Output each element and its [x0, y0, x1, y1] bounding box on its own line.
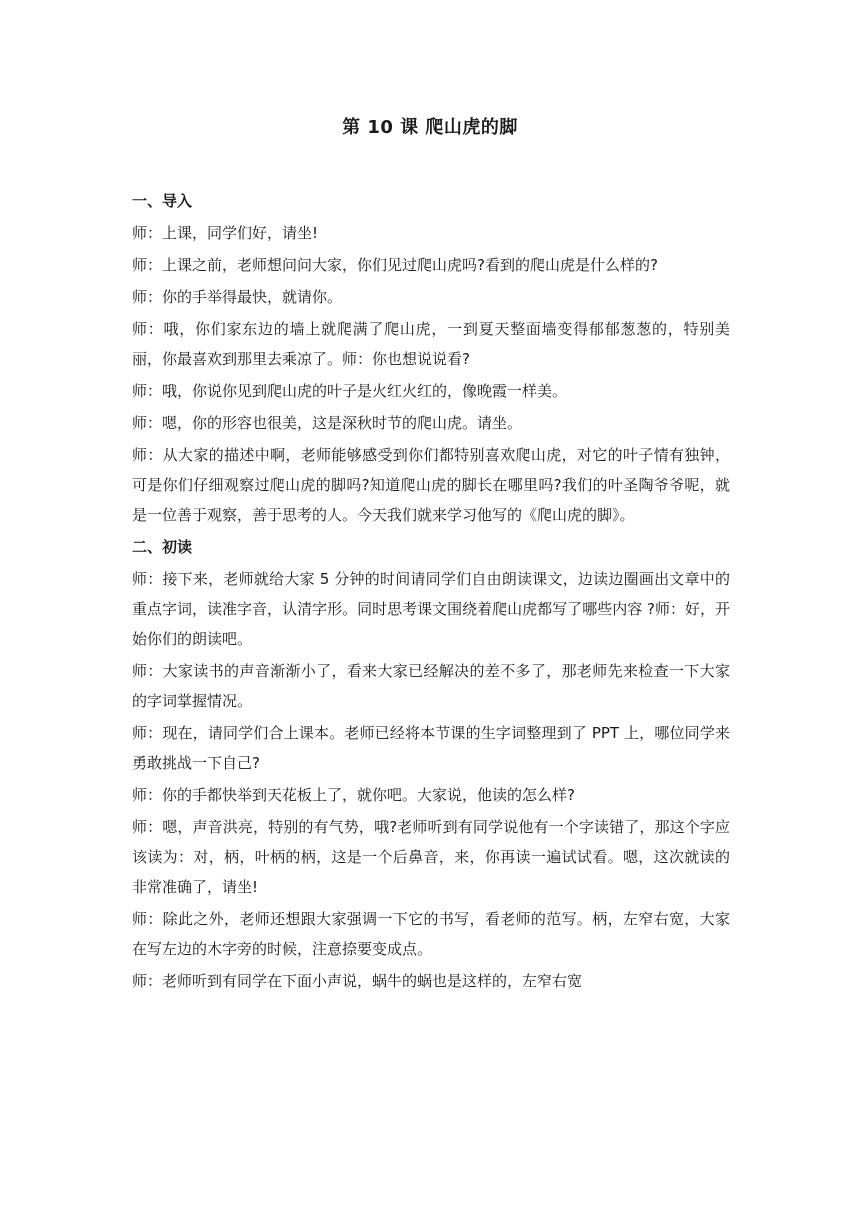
- page-title: 第 10 课 爬山虎的脚: [342, 117, 518, 138]
- paragraph: 师：老师听到有同学在下面小声说，蜗牛的蜗也是这样的，左窄右宽: [132, 972, 583, 990]
- paragraph: 师：嗯，声音洪亮，特别的有气势，哦?老师听到有同学说他有一个字读错了，那这个字应该读为：对，柄，叶柄的柄，这是一个后鼻音，来，你再读一遍试试看。嗯，这次就读的非常准确了，请坐!: [132, 818, 730, 896]
- section-heading: 一、导入: [132, 192, 193, 210]
- paragraph: 师：接下来，老师就给大家 5 分钟的时间请同学们自由朗读课文，边读边圈画出文章中的重点字词，读准字音，认清字形。同时思考课文围绕着爬山虎都写了哪些内容 ?师：好，开始你们的朗读吧。: [132, 570, 730, 648]
- section-heading: 二、初读: [132, 538, 193, 556]
- paragraph: 师：你的手都快举到天花板上了，就你吧。大家说，他读的怎么样?: [132, 786, 575, 804]
- paragraph: 师：上课，同学们好，请坐!: [132, 224, 319, 242]
- paragraph: 师：除此之外，老师还想跟大家强调一下它的书写，看老师的范写。柄，左窄右宽，大家在写左边的木字旁的时候，注意捺要变成点。: [132, 910, 730, 958]
- paragraph: 师：你的手举得最快，就请你。: [132, 288, 343, 306]
- paragraph: 师：现在，请同学们合上课本。老师已经将本节课的生字词整理到了 PPT 上，哪位同学来勇敢挑战一下自己?: [132, 724, 730, 772]
- paragraph: 师：嗯，你的形容也很美，这是深秋时节的爬山虎。请坐。: [132, 414, 523, 432]
- document-body: [132, 186, 730, 998]
- paragraph: 师：从大家的描述中啊，老师能够感受到你们都特别喜欢爬山虎，对它的叶子情有独钟，可是你们仔细观察过爬山虎的脚吗?知道爬山虎的脚长在哪里吗?我们的叶圣陶爷爷呢，就是一位善于观察，善于思考的人。今天我们就来学习他写的《爬山虎的脚》。: [132, 446, 730, 524]
- paragraph: 师：哦，你说你见到爬山虎的叶子是火红火红的，像晚霞一样美。: [132, 382, 568, 400]
- paragraph: 师：哦，你们家东边的墙上就爬满了爬山虎，一到夏天整面墙变得郁郁葱葱的，特别美丽，你最喜欢到那里去乘凉了。师：你也想说说看?: [132, 320, 730, 368]
- paragraph: 师：大家读书的声音渐渐小了，看来大家已经解决的差不多了，那老师先来检查一下大家的字词掌握情况。: [132, 662, 730, 710]
- paragraph: 师：上课之前，老师想问问大家，你们见过爬山虎吗?看到的爬山虎是什么样的?: [132, 256, 658, 274]
